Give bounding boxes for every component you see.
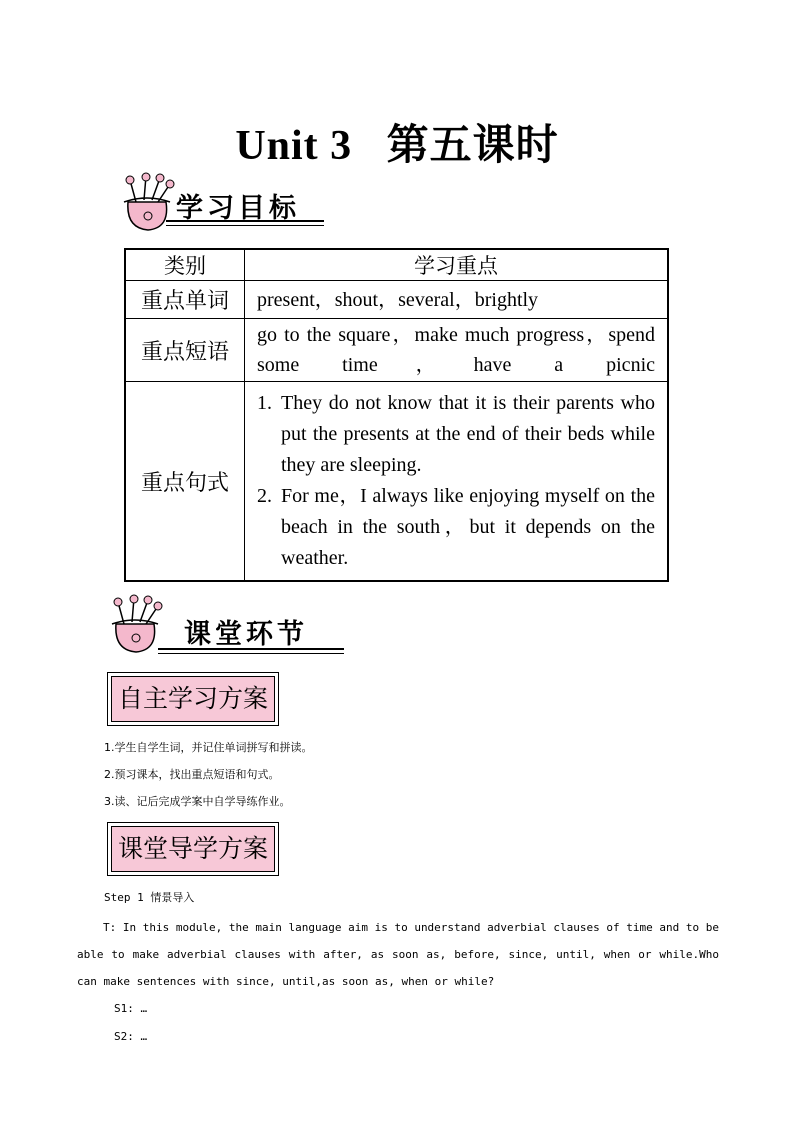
student-replies: [114, 995, 147, 1051]
guided-label: 课堂导学方案: [111, 826, 275, 872]
list-item: 2.预习课本，找出重点短语和句式。: [104, 768, 280, 781]
table-row: [125, 319, 668, 382]
section-heading: 课堂环节: [184, 619, 308, 650]
section-banner-class: [106, 594, 346, 656]
list-item: 1.学生自学生词，并记住单词拼写和拼读。: [104, 741, 313, 754]
sentence-list: [257, 382, 655, 580]
banner-underline: [158, 648, 344, 650]
step-title: Step 1 情景导入: [104, 891, 195, 904]
page-title: Unit 3 第五课时: [235, 123, 559, 169]
reply-line: S2: …: [114, 1030, 148, 1043]
reply-line: S1: …: [114, 1002, 148, 1015]
self-study-steps: [104, 734, 313, 815]
column-header: 学习重点: [245, 249, 669, 281]
table-row: [125, 382, 668, 582]
goals-table: [124, 248, 669, 582]
category-cell: 重点句式: [125, 382, 245, 582]
step-paragraph: T: In this module, the main language aim is to understand adverbial clauses of time and to be able to make adverbial clauses with after, as soon as, before, since, until, when or while.Who can make sentences with since, until,as soon as, when or while?: [77, 921, 719, 988]
table-header-row: [125, 249, 668, 281]
banner-underline: [166, 220, 324, 222]
category-cell: 重点短语: [125, 319, 245, 382]
content-cell: present，shout，several，brightly: [245, 281, 669, 319]
content-cell: go to the square，make much progress，spend some time，have a picnic: [245, 319, 669, 382]
list-item: 3.读、记后完成学案中自学导练作业。: [104, 795, 291, 808]
banner-underline: [158, 653, 344, 654]
content-cell: [245, 382, 669, 582]
category-cell: 重点单词: [125, 281, 245, 319]
list-item: 1. They do not know that it is their parents who put the presents at the end of their beds while they are sleeping.: [257, 392, 655, 476]
section-banner-goals: [118, 172, 328, 234]
table-row: [125, 281, 668, 319]
list-item: 2. For me，I always like enjoying myself on the beach in the south，but it depends on the weather.: [257, 485, 655, 569]
section-heading: 学习目标: [176, 193, 300, 224]
banner-underline: [166, 225, 324, 226]
column-header: 类别: [125, 249, 245, 281]
flower-bag-icon: [106, 594, 168, 656]
self-study-label: 自主学习方案: [111, 676, 275, 722]
